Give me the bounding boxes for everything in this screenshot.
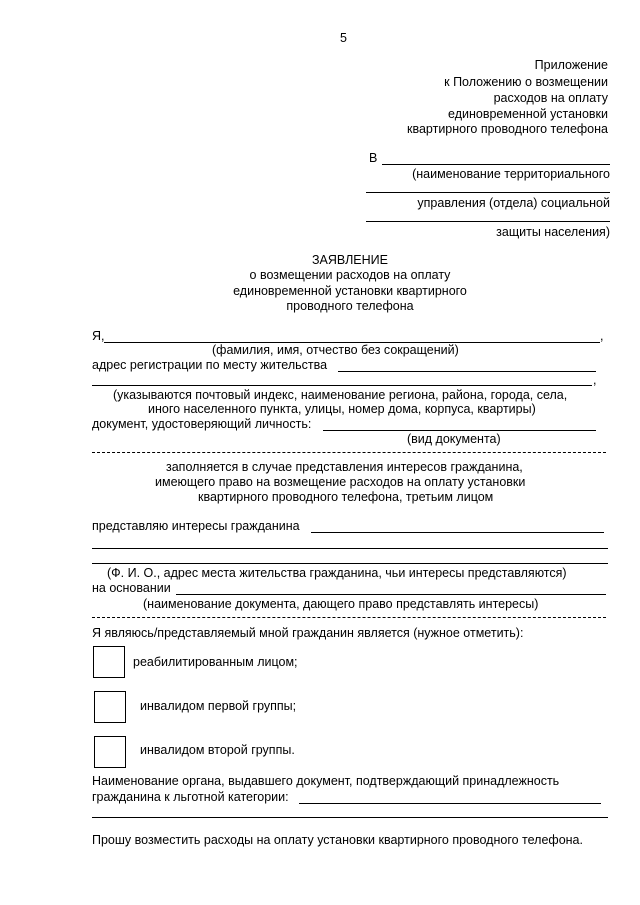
- citizen-field-line[interactable]: [92, 563, 608, 564]
- addressee-hint: (наименование территориального: [412, 167, 610, 181]
- fio-hint: (фамилия, имя, отчество без сокращений): [212, 343, 459, 357]
- representation-note: заполняется в случае представления интересов гражданина,: [166, 460, 523, 474]
- category-intro: Я являюсь/представляемый мной гражданин является (нужное отметить):: [92, 626, 524, 640]
- representation-note: имеющего право на возмещение расходов на оплату установки: [155, 475, 526, 489]
- appendix-line: Приложение: [534, 58, 608, 72]
- authority-label: Наименование органа, выдавшего документ, подтверждающий принадлежность: [92, 774, 560, 788]
- appendix-line: единовременной установки: [448, 107, 608, 121]
- address-comma: ,: [593, 373, 597, 387]
- address-field-line[interactable]: [92, 385, 592, 386]
- dashed-divider: [92, 452, 606, 453]
- representation-note: квартирного проводного телефона, третьим лицом: [198, 490, 494, 504]
- disabled-group1-checkbox[interactable]: [94, 691, 126, 723]
- applicant-ya: Я,: [92, 329, 105, 343]
- dashed-divider: [92, 617, 606, 618]
- title-line: проводного телефона: [286, 299, 414, 313]
- rehabilitated-checkbox[interactable]: [93, 646, 125, 678]
- addressee-prefix: В: [369, 151, 378, 165]
- citizen-field-line[interactable]: [311, 532, 604, 533]
- addressee-hint: управления (отдела) социальной: [417, 196, 610, 210]
- basis-field-line[interactable]: [176, 594, 606, 595]
- address-label: адрес регистрации по месту жительства: [92, 358, 328, 372]
- document-field-line[interactable]: [323, 430, 596, 431]
- basis-hint: (наименование документа, дающего право представлять интересы): [143, 597, 539, 611]
- document-hint: (вид документа): [407, 432, 501, 446]
- address-field-line[interactable]: [338, 371, 596, 372]
- appendix-line: расходов на оплату: [493, 91, 608, 105]
- page-number: 5: [340, 31, 347, 45]
- basis-label: на основании: [92, 581, 171, 595]
- addressee-hint: защиты населения): [496, 225, 610, 239]
- address-hint: иного населенного пункта, улицы, номер дома, корпуса, квартиры): [148, 402, 536, 416]
- document-label: документ, удостоверяющий личность:: [92, 417, 312, 431]
- addressee-field-line[interactable]: [366, 192, 610, 193]
- authority-field-line[interactable]: [92, 817, 608, 818]
- fio-comma: ,: [600, 329, 604, 343]
- option-label: реабилитированным лицом;: [133, 655, 298, 669]
- represent-label: представляю интересы гражданина: [92, 519, 300, 533]
- title-heading: ЗАЯВЛЕНИЕ: [311, 253, 388, 267]
- option-label: инвалидом первой группы;: [140, 699, 297, 713]
- option-label: инвалидом второй группы.: [140, 743, 295, 757]
- request-text: Прошу возместить расходы на оплату установки квартирного проводного телефона.: [92, 833, 583, 847]
- authority-field-line[interactable]: [299, 803, 601, 804]
- title-line: единовременной установки квартирного: [233, 284, 467, 298]
- appendix-line: к Положению о возмещении: [444, 75, 608, 89]
- citizen-hint: (Ф. И. О., адрес места жительства гражданина, чьи интересы представляются): [107, 566, 567, 580]
- appendix-line: квартирного проводного телефона: [407, 122, 608, 136]
- authority-label: гражданина к льготной категории:: [92, 790, 289, 804]
- addressee-field-line[interactable]: [382, 164, 610, 165]
- title-line: о возмещении расходов на оплату: [249, 268, 451, 282]
- citizen-field-line[interactable]: [92, 548, 608, 549]
- addressee-field-line[interactable]: [366, 221, 610, 222]
- disabled-group2-checkbox[interactable]: [94, 736, 126, 768]
- address-hint: (указываются почтовый индекс, наименование региона, района, города, села,: [113, 388, 568, 402]
